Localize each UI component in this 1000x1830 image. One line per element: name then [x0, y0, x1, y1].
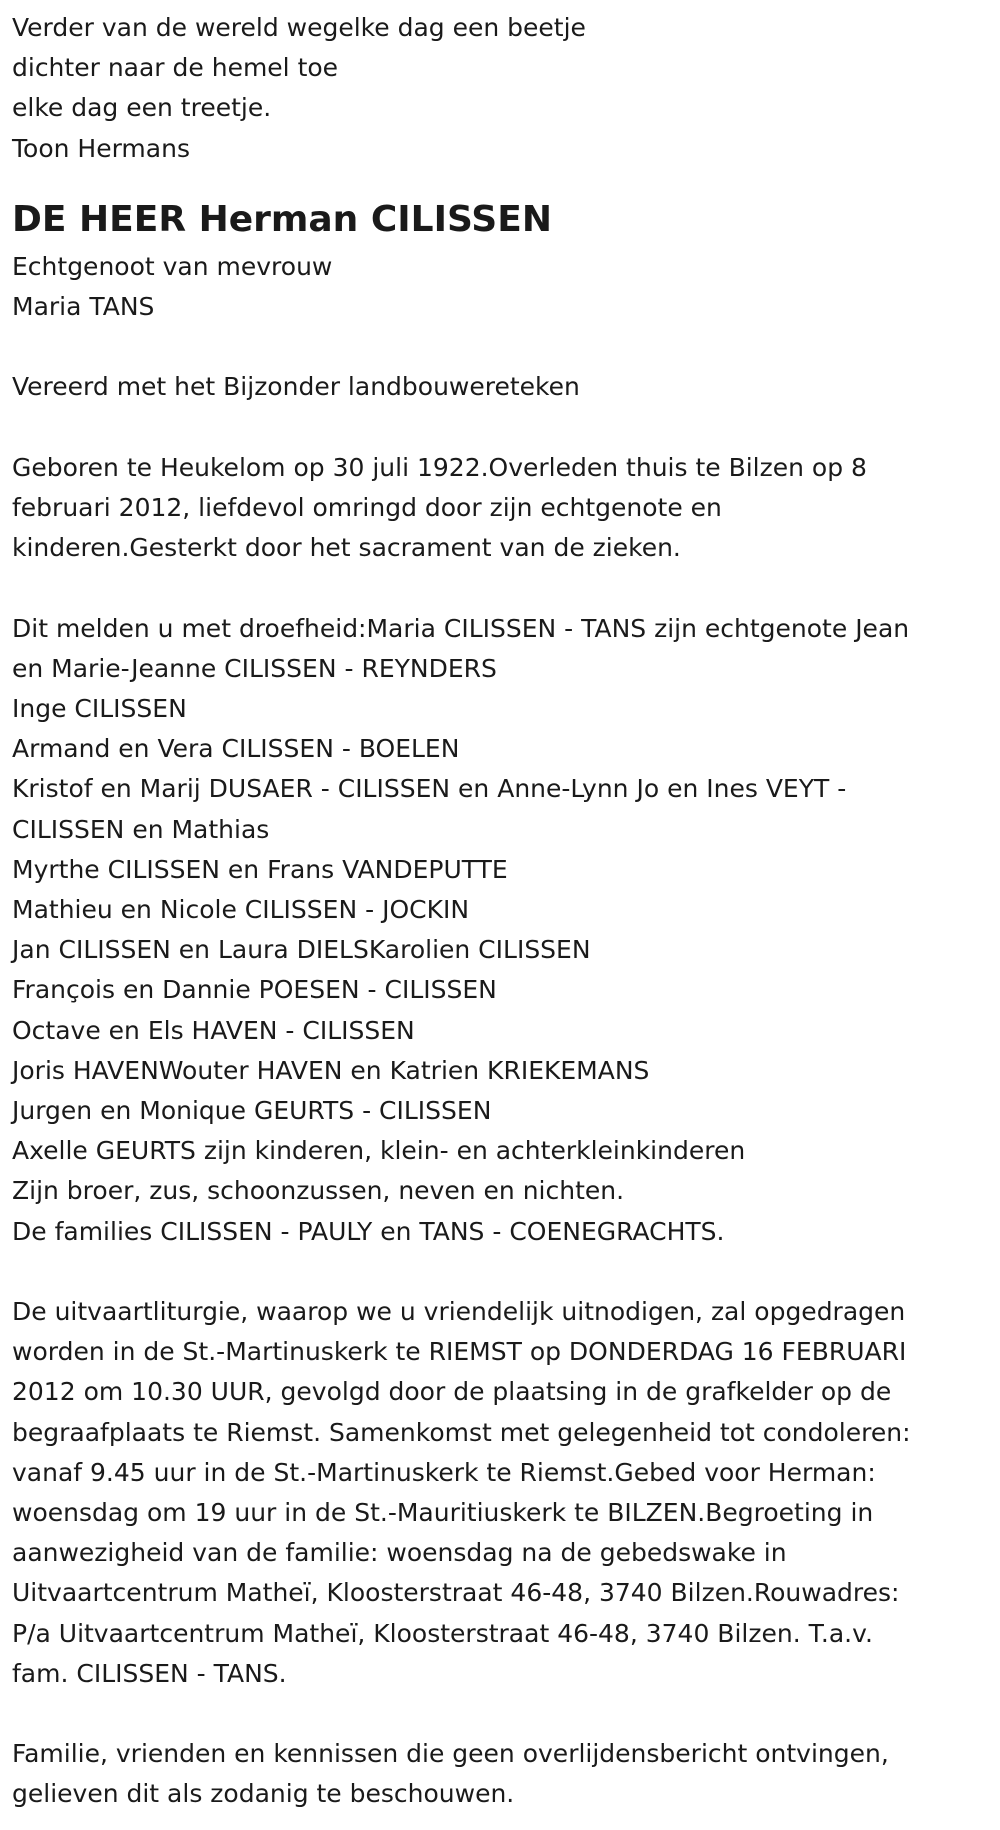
family-line: CILISSEN en Mathias — [12, 814, 270, 844]
funeral-line: woensdag om 19 uur in de St.-Mauritiuskerk te BILZEN.Begroeting in — [12, 1498, 874, 1528]
poem-line: dichter naar de hemel toe — [12, 53, 339, 83]
funeral-line: fam. CILISSEN - TANS. — [12, 1658, 287, 1688]
poem-author: Toon Hermans — [12, 133, 190, 163]
closing-line: gelieven dit als zodanig te beschouwen. — [12, 1779, 515, 1809]
closing-line: Familie, vrienden en kennissen die geen overlijdensbericht ontvingen, — [12, 1739, 889, 1769]
family-line: Joris HAVENWouter HAVEN en Katrien KRIEKEMANS — [12, 1055, 650, 1085]
deceased-name: DE HEER Herman CILISSEN — [12, 198, 552, 240]
family-line: Axelle GEURTS zijn kinderen, klein- en achterkleinkinderen — [12, 1136, 746, 1166]
family-line: Mathieu en Nicole CILISSEN - JOCKIN — [12, 895, 470, 925]
spacer — [12, 169, 988, 189]
funeral-line: aanwezigheid van de familie: woensdag na de gebedswake in — [12, 1538, 787, 1568]
family-line: en Marie-Jeanne CILISSEN - REYNDERS — [12, 653, 497, 683]
family-line: Octave en Els HAVEN - CILISSEN — [12, 1015, 415, 1045]
spacer — [12, 1252, 988, 1292]
funeral-line: vanaf 9.45 uur in de St.-Martinuskerk te Riemst.Gebed voor Herman: — [12, 1457, 876, 1487]
funeral-line: 2012 om 10.30 UUR, gevolgd door de plaatsing in de grafkelder op de — [12, 1377, 892, 1407]
poem-line: elke dag een treetje. — [12, 93, 272, 123]
poem-line: Verder van de wereld wegelke dag een beetje — [12, 13, 586, 42]
funeral-line: worden in de St.-Martinuskerk te RIEMST op DONDERDAG 16 FEBRUARI — [12, 1337, 907, 1367]
spacer — [12, 408, 988, 448]
family-line: Kristof en Marij DUSAER - CILISSEN en Anne-Lynn Jo en Ines VEYT - — [12, 774, 847, 804]
birth-death-line: februari 2012, liefdevol omringd door zijn echtgenote en — [12, 493, 722, 522]
funeral-block — [12, 1292, 988, 1694]
family-line: Dit melden u met droefheid:Maria CILISSEN - TANS zijn echtgenote Jean — [12, 613, 910, 643]
family-line: Zijn broer, zus, schoonzussen, neven en nichten. — [12, 1176, 625, 1206]
honor-line: Vereerd met het Bijzonder landbouwereteken — [12, 372, 580, 402]
family-line: Armand en Vera CILISSEN - BOELEN — [12, 734, 460, 764]
funeral-line: begraafplaats te Riemst. Samenkomst met gelegenheid tot condoleren: — [12, 1417, 911, 1447]
family-line: Jan CILISSEN en Laura DIELSKarolien CILISSEN — [12, 935, 591, 965]
spacer — [12, 568, 988, 608]
funeral-line: Uitvaartcentrum Matheï, Kloosterstraat 46-48, 3740 Bilzen.Rouwadres: — [12, 1578, 900, 1608]
family-line: Inge CILISSEN — [12, 694, 187, 723]
birth-death-block — [12, 448, 988, 569]
family-line: De families CILISSEN - PAULY en TANS - COENEGRACHTS. — [12, 1216, 725, 1246]
deceased-block — [12, 193, 988, 408]
family-block — [12, 609, 988, 1252]
family-line: François en Dannie POESEN - CILISSEN — [12, 975, 497, 1005]
funeral-line: De uitvaartliturgie, waarop we u vriendelijk uitnodigen, zal opgedragen — [12, 1297, 906, 1327]
family-line: Myrthe CILISSEN en Frans VANDEPUTTE — [12, 854, 508, 884]
spacer — [12, 327, 988, 367]
closing-block — [12, 1734, 988, 1814]
spouse-line: Maria TANS — [12, 292, 155, 322]
family-line: Jurgen en Monique GEURTS - CILISSEN — [12, 1096, 492, 1126]
birth-death-line: kinderen.Gesterkt door het sacrament van de zieken. — [12, 533, 681, 563]
poem-block — [12, 8, 988, 169]
funeral-line: P/a Uitvaartcentrum Matheï, Kloosterstraat 46-48, 3740 Bilzen. T.a.v. — [12, 1618, 873, 1648]
spacer — [12, 1694, 988, 1734]
birth-death-line: Geboren te Heukelom op 30 juli 1922.Overleden thuis te Bilzen op 8 — [12, 452, 867, 482]
spouse-line: Echtgenoot van mevrouw — [12, 251, 333, 281]
